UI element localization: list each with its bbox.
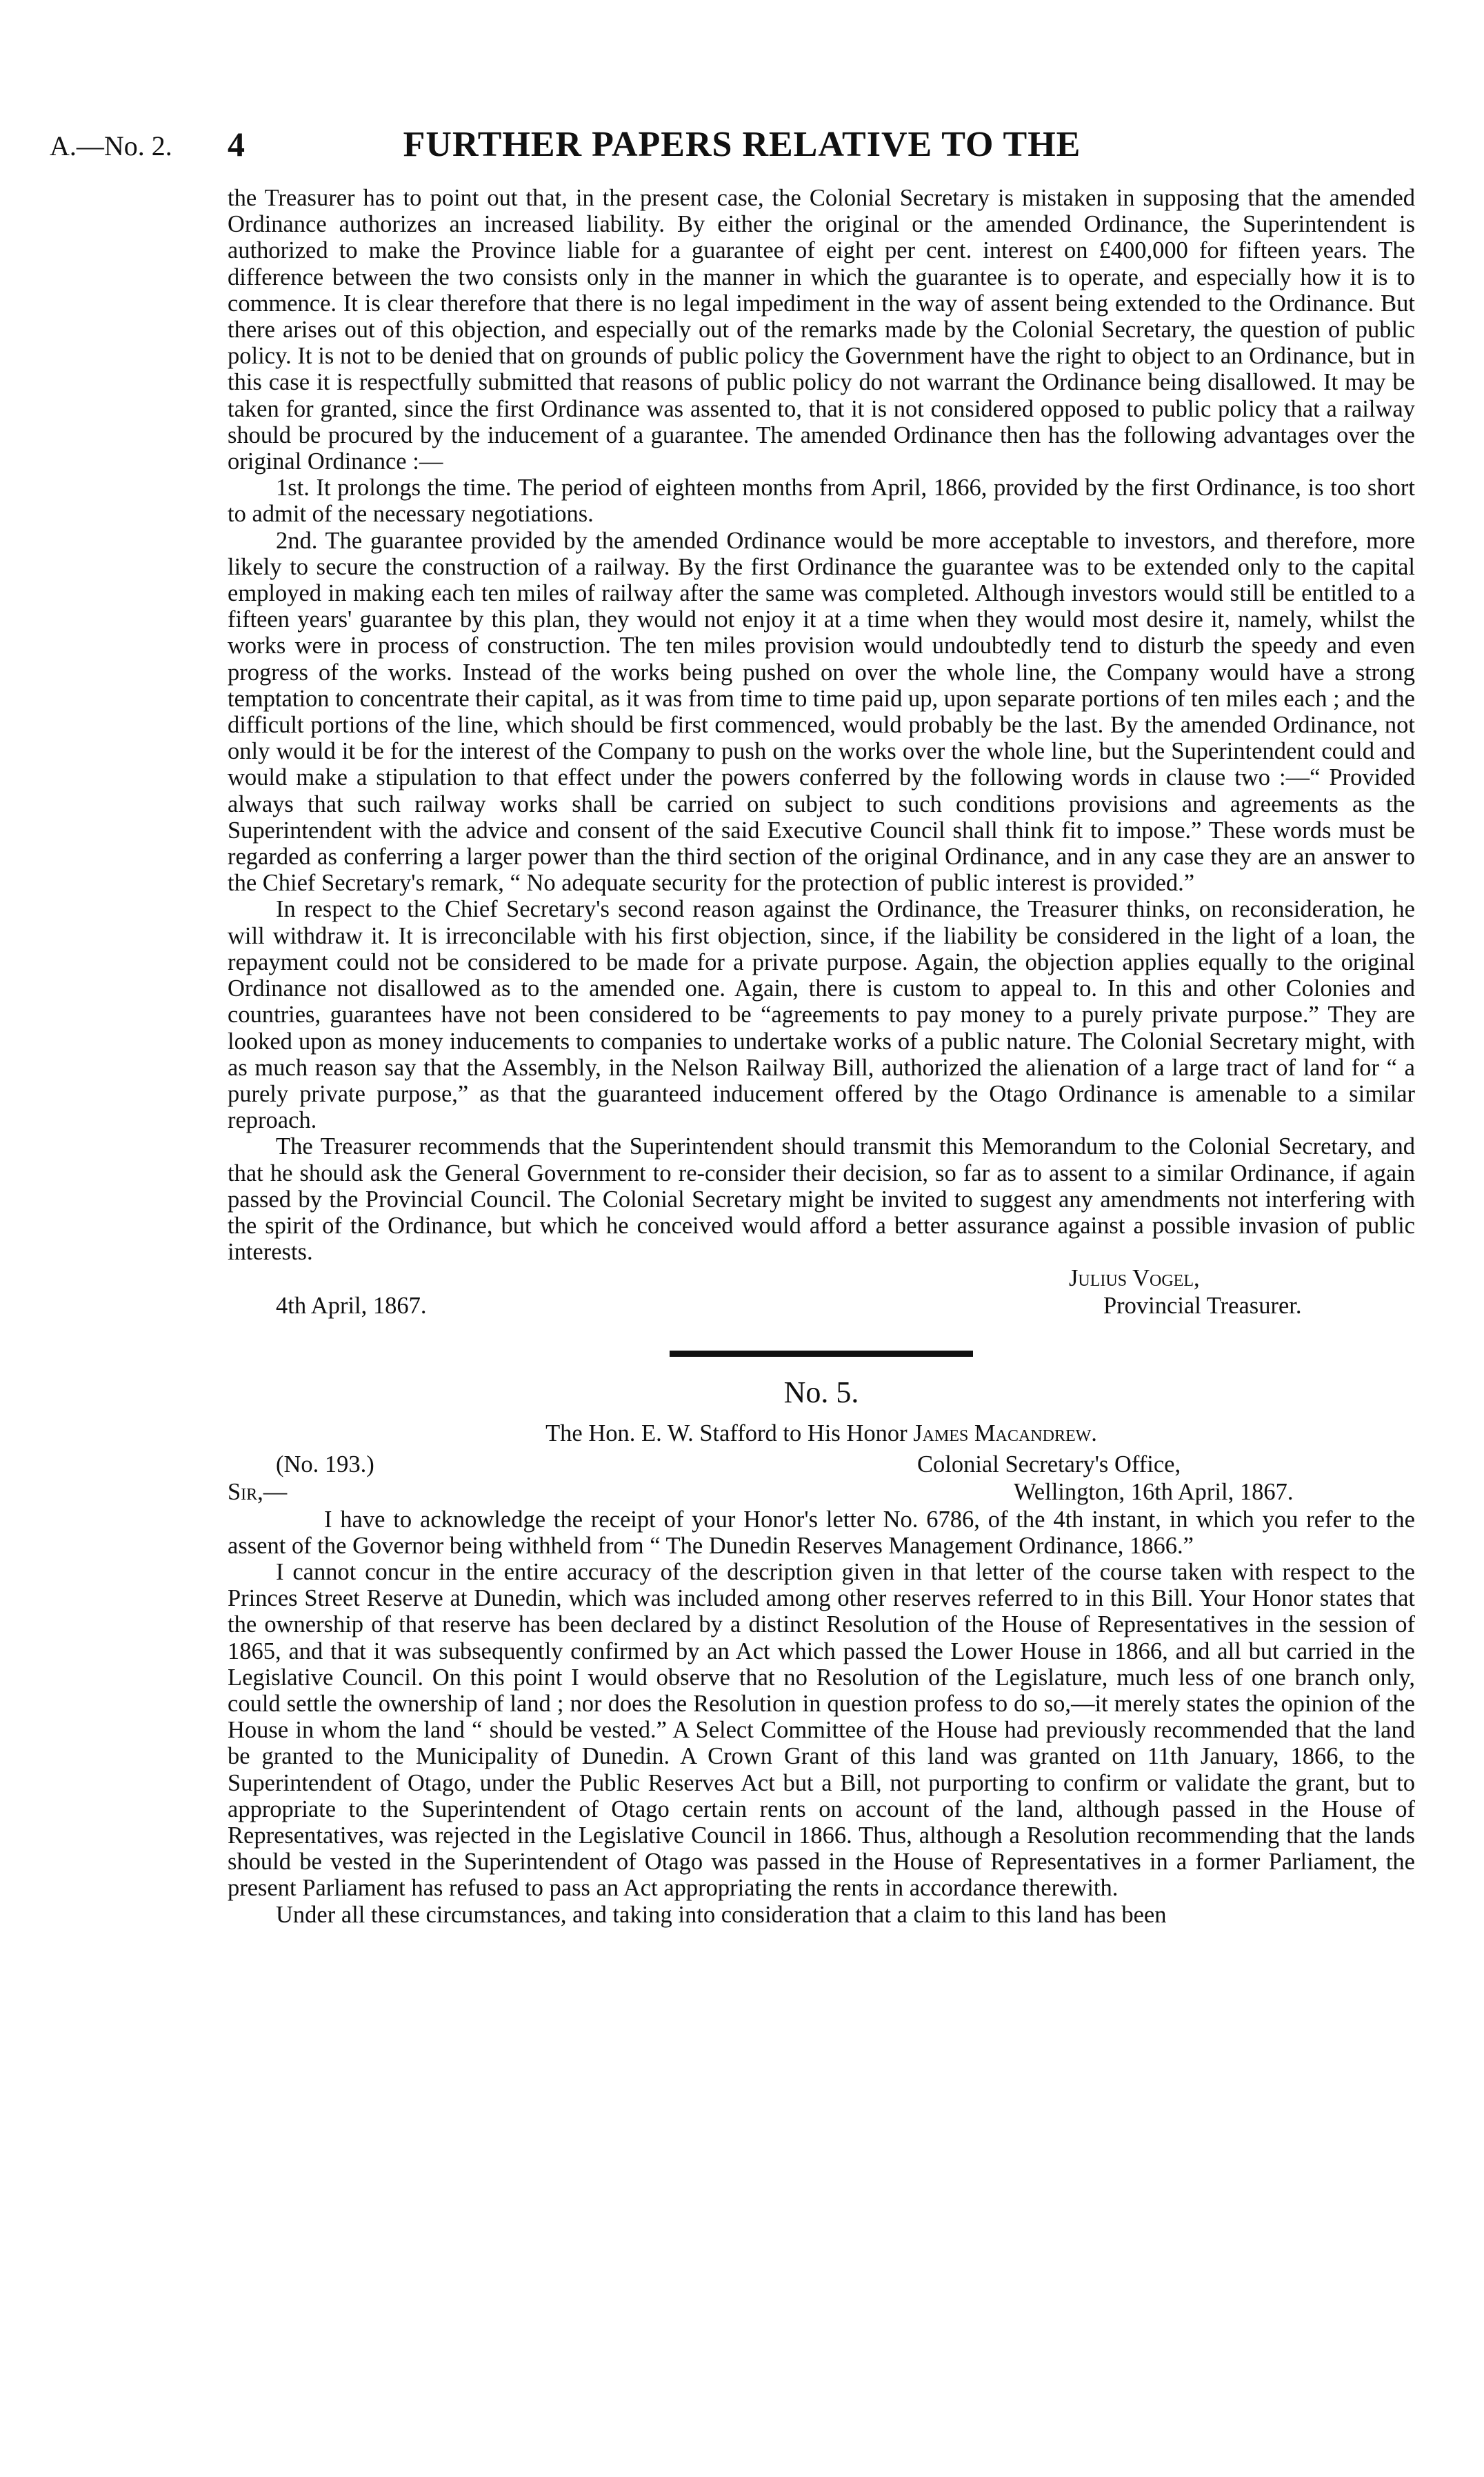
letter-sender: The Hon. E. W. Stafford (545, 1420, 777, 1447)
paper-reference: A.—No. 2. (50, 130, 172, 161)
letter-heading (228, 1420, 1415, 1446)
document-number: No. 5. (783, 1375, 859, 1410)
running-title: FURTHER PAPERS RELATIVE TO THE (403, 125, 1081, 164)
memo-paragraph: In respect to the Chief Secretary's second reason against the Ordinance, the Treasurer thinks, on reconsideration, he will withdraw it. It is irreconcilable with his first objection, since, if the liability be considered in the light of a loan, the repayment could not be considered to be made for a private purpose. Again, the objection applies equally to the original Ordinance not disallowed as to the amended one. Again, there is custom to appeal to. In this and other Colonies and countries, guarantees have not been considered to be “agreements to pay money to a purely private purpose.” They are looked upon as money inducements to companies to undertake works of a public nature. The Colonial Secretary might, with as much reason say that the Assembly, in the Nelson Railway Bill, authorized the alienation of a large tract of land for “ a purely private purpose,” as that the guaranteed inducement offered by the Otago Ordinance is amenable to a similar reproach. (228, 896, 1415, 1134)
memo-date: 4th April, 1867. (276, 1293, 427, 1320)
salutation: Sir,— (228, 1478, 288, 1505)
letter-office: Colonial Secretary's Office, (917, 1451, 1181, 1478)
signature-name: Julius Vogel, (1069, 1265, 1200, 1292)
treasurer-memorandum (228, 185, 1415, 1320)
letter-place-date: Wellington, 16th April, 1867. (1014, 1478, 1294, 1505)
memo-signature-block (228, 1265, 1415, 1320)
letter-no-5 (228, 1372, 1415, 1927)
memo-paragraph: The Treasurer recommends that the Superintendent should transmit this Memorandum to the Colonial Secretary, and that he should ask the General Government to re-consider their decision, so far as to assent to a similar Ordinance, if again passed by the Provincial Council. The Colonial Secretary might be invited to suggest any amendments not interfering with the spirit of the Ordinance, but which he conceived would afford a better assurance against a possible invasion of public interests. (228, 1133, 1415, 1266)
memo-paragraph: 1st. It prolongs the time. The period of eighteen months from April, 1866, provided by the first Ordinance, is too short to admit of the necessary negotiations. (228, 475, 1415, 528)
letter-paragraph: Under all these circumstances, and taking into consideration that a claim to this land has been (276, 1901, 1167, 1928)
letter-heading-connector: to His Honor (776, 1420, 914, 1447)
letter-paragraph: I have to acknowledge the receipt of your Honor's letter No. 6786, of the 4th instant, in which you refer to the assent of the Governor being withheld from “ The Dunedin Reserves Management Ordinance, 1866.” (228, 1506, 1415, 1559)
signature-role: Provincial Treasurer. (1103, 1293, 1302, 1320)
letter-reference: (No. 193.) (276, 1451, 374, 1478)
letter-address-block (228, 1451, 1415, 1506)
letter-paragraph: I cannot concur in the entire accuracy of the description given in that letter of the course taken with respect to the Princes Street Reserve at Dunedin, which was included among other reserves referred to in this Bill. Your Honor states that the ownership of that reserve has been declared by a distinct Resolution of the House of Representatives in the session of 1865, and that it was subsequently confirmed by an Act which passed the Lower House in 1866, and all but carried in the Legislative Council. On this point I would observe that no Resolution of the Legislature, much less of one branch only, could settle the ownership of land ; nor does the Resolution in question profess to do so,—it merely states the opinion of the House in whom the land “ should be vested.” A Select Committee of the House had previously recommended that the land be granted to the Municipality of Dunedin. A Crown Grant of this land was granted on 11th January, 1866, to the Superintendent of Otago, under the Public Reserves Act but a Bill, not purporting to confirm or validate the grant, but to appropriate to the Superintendent of Otago certain rents on account of the land, although passed in the House of Representatives, was rejected in the Legislative Council in 1866. Thus, although a Resolution recommending that the lands should be vested in the Superintendent of Otago was passed in the House of Representatives in a former Parliament, the present Parliament has refused to pass an Act appropriating the rents in accordance therewith. (228, 1558, 1415, 1902)
memo-paragraph: the Treasurer has to point out that, in the present case, the Colonial Secretary is mistaken in supposing that the amended Ordinance authorizes an increased liability. By either the original or the amended Ordinance, the Superintendent is authorized to make the Province liable for a guarantee of eight per cent. interest on £400,000 for fifteen years. The difference between the two consists only in the manner in which the guarantee is to operate, and especially how it is to commence. It is clear therefore that there is no legal impediment in the way of assent being extended to the Ordinance. But there arises out of this objection, and especially out of the remarks made by the Colonial Secretary, the question of public policy. It is not to be denied that on grounds of public policy the Government have the right to object to an Ordinance, but in this case it is respectfully submitted that reasons of public policy do not warrant the Ordinance being disallowed. It may be taken for granted, since the first Ordinance was assented to, that it is not considered opposed to public policy that a railway should be procured by the inducement of a guarantee. The amended Ordinance then has the following advantages over the original Ordinance :— (228, 185, 1415, 475)
page-content (228, 185, 1415, 1928)
letter-recipient: James Macandrew. (913, 1420, 1097, 1447)
section-divider (670, 1351, 973, 1357)
page-number: 4 (228, 125, 245, 163)
memo-paragraph: 2nd. The guarantee provided by the amended Ordinance would be more acceptable to investors, and therefore, more likely to secure the construction of a railway. By the first Ordinance the guarantee was to be extended only to the capital employed in making each ten miles of railway after the same was completed. Although investors would still be entitled to a fifteen years' guarantee by this plan, they would not enjoy it at a time when they would most desire it, namely, whilst the works were in process of construction. The ten miles provision would undoubtedly tend to disturb the speedy and even progress of the works. Instead of the works being pushed on over the whole line, the Company would have a strong temptation to concentrate their capital, as it was from time to time paid up, upon separate portions of ten miles each ; and the difficult portions of the line, which should be first commenced, would probably be the last. By the amended Ordinance, not only would it be for the interest of the Company to push on the works over the whole line, but the Superintendent could and would make a stipulation to that effect under the powers conferred by the following words in clause two :—“ Provided always that such railway works shall be carried on subject to such conditions provisions and agreements as the Superintendent with the advice and consent of the said Executive Council shall think fit to impose.” These words must be regarded as conferring a larger power than the third section of the original Ordinance, and in any case they are an answer to the Chief Secretary's remark, “ No adequate security for the protection of public interest is provided.” (228, 527, 1415, 897)
page-header (0, 124, 1484, 179)
